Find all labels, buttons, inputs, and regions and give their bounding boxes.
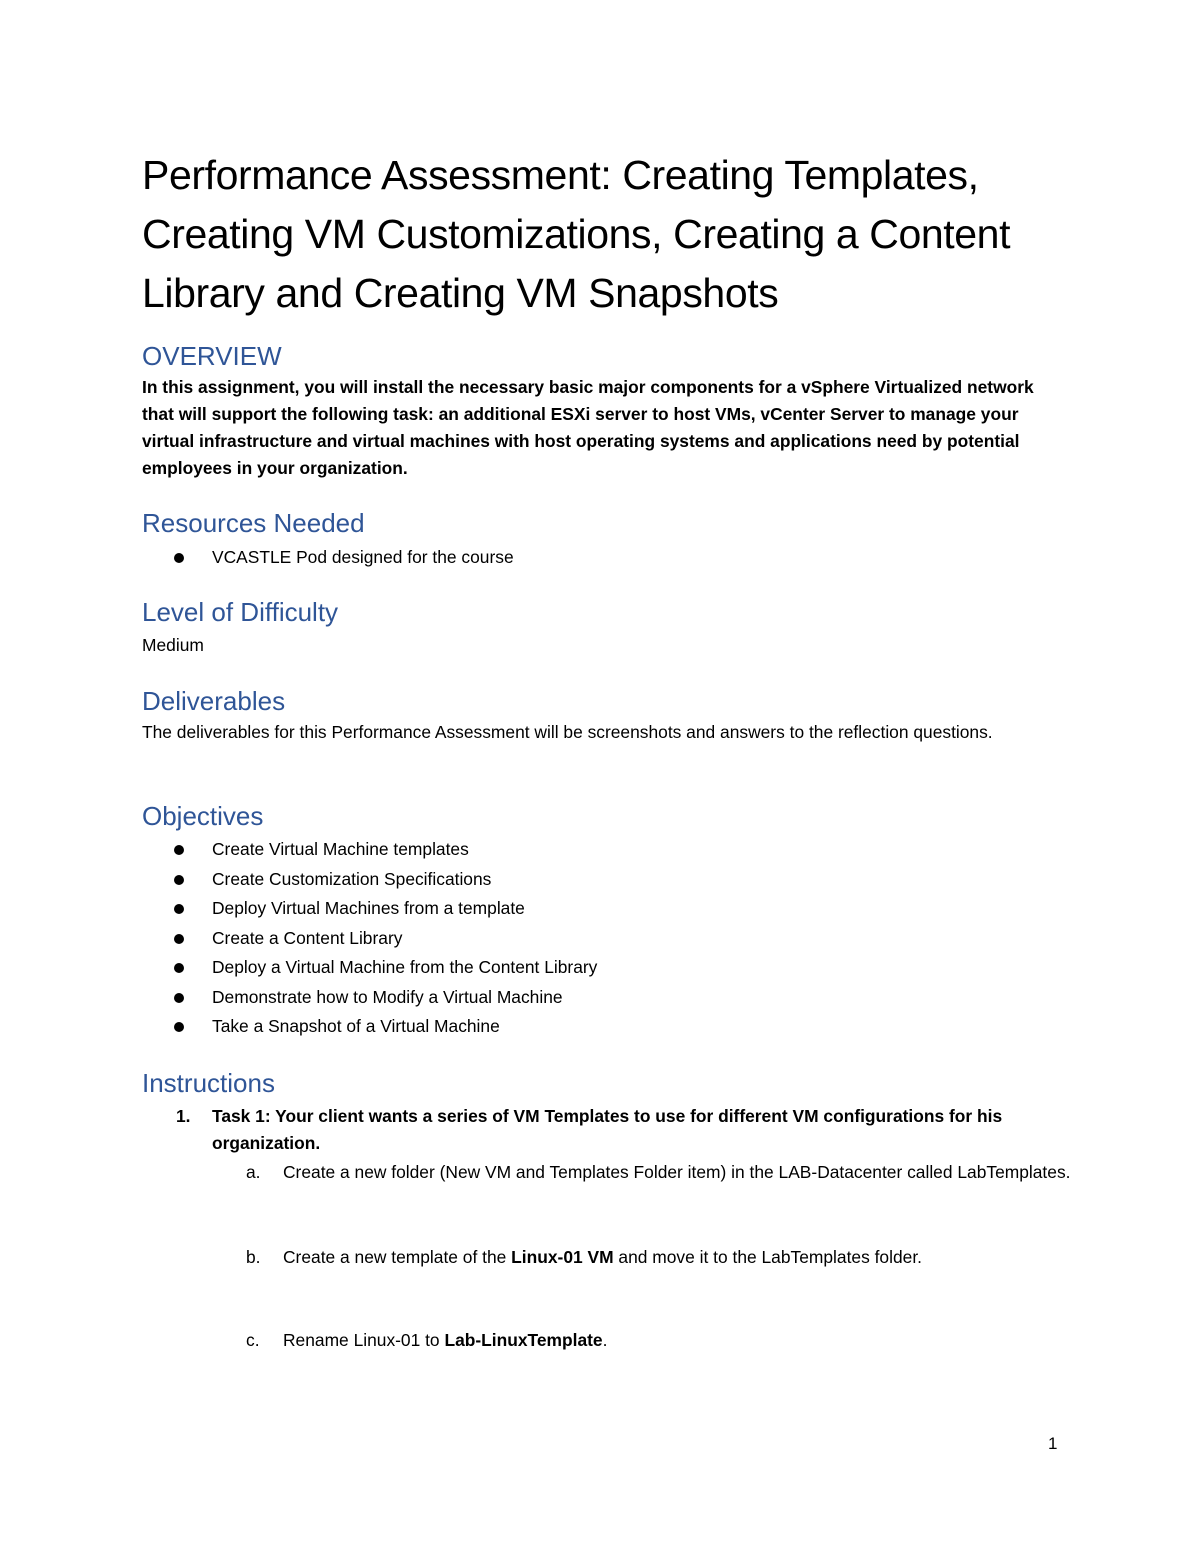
- list-item: Demonstrate how to Modify a Virtual Machine: [142, 983, 597, 1013]
- overview-heading: OVERVIEW: [142, 341, 282, 371]
- document-title: Performance Assessment: Creating Templates, Creating VM Customizations, Creating a Content Library and Creating VM Snapshots: [142, 152, 1011, 316]
- list-item: Create Customization Specifications: [142, 865, 597, 895]
- task-text: Task 1: Your client wants a series of VM Templates to use for different VM configurations for his organization.: [212, 1106, 1003, 1153]
- list-item: VCASTLE Pod designed for the course: [142, 543, 514, 573]
- template-name: Lab-LinuxTemplate: [444, 1330, 603, 1350]
- step-letter: c.: [246, 1330, 260, 1350]
- list-item: Deploy a Virtual Machine from the Content Library: [142, 953, 597, 983]
- task-number: 1.: [176, 1106, 191, 1126]
- vm-name: Linux-01 VM: [511, 1247, 614, 1267]
- list-item: Create a Content Library: [142, 924, 597, 954]
- step-letter: a.: [246, 1162, 261, 1182]
- bullet-icon: [174, 875, 184, 885]
- deliverables-heading: Deliverables: [142, 686, 286, 716]
- deliverables-text: The deliverables for this Performance Assessment will be screenshots and answers to the reflection questions.: [142, 722, 993, 742]
- overview-text: In this assignment, you will install the necessary basic major components for a vSphere Virtualized network that will support the following task: an additional ESXi server to host VMs, vCenter Server to manage your virtual infrastructure and virtual machines with host operating systems and applications need by potential employees in your organization.: [142, 377, 1034, 478]
- list-item: Create Virtual Machine templates: [142, 835, 597, 865]
- bullet-icon: [174, 1022, 184, 1032]
- bullet-icon: [174, 934, 184, 944]
- bullet-icon: [174, 845, 184, 855]
- difficulty-value: Medium: [142, 635, 204, 655]
- resources-heading: Resources Needed: [142, 508, 365, 538]
- step-letter: b.: [246, 1247, 261, 1267]
- step-text: Create a new folder (New VM and Templates Folder item) in the LAB-Datacenter called LabTemplates.: [283, 1162, 1071, 1182]
- bullet-icon: [174, 904, 184, 914]
- objectives-heading: Objectives: [142, 801, 264, 831]
- objectives-list: [142, 835, 597, 1042]
- step-text: Rename Linux-01 to Lab-LinuxTemplate.: [283, 1330, 608, 1350]
- difficulty-heading: Level of Difficulty: [142, 597, 339, 627]
- step-text: Create a new template of the Linux-01 VM and move it to the LabTemplates folder.: [283, 1247, 922, 1267]
- page-number: 1: [1048, 1434, 1058, 1453]
- bullet-icon: [174, 993, 184, 1003]
- bullet-icon: [174, 553, 184, 563]
- resources-list: [142, 543, 514, 573]
- bullet-icon: [174, 963, 184, 973]
- list-item: Take a Snapshot of a Virtual Machine: [142, 1012, 597, 1042]
- list-item: Deploy Virtual Machines from a template: [142, 894, 597, 924]
- instructions-heading: Instructions: [142, 1068, 275, 1098]
